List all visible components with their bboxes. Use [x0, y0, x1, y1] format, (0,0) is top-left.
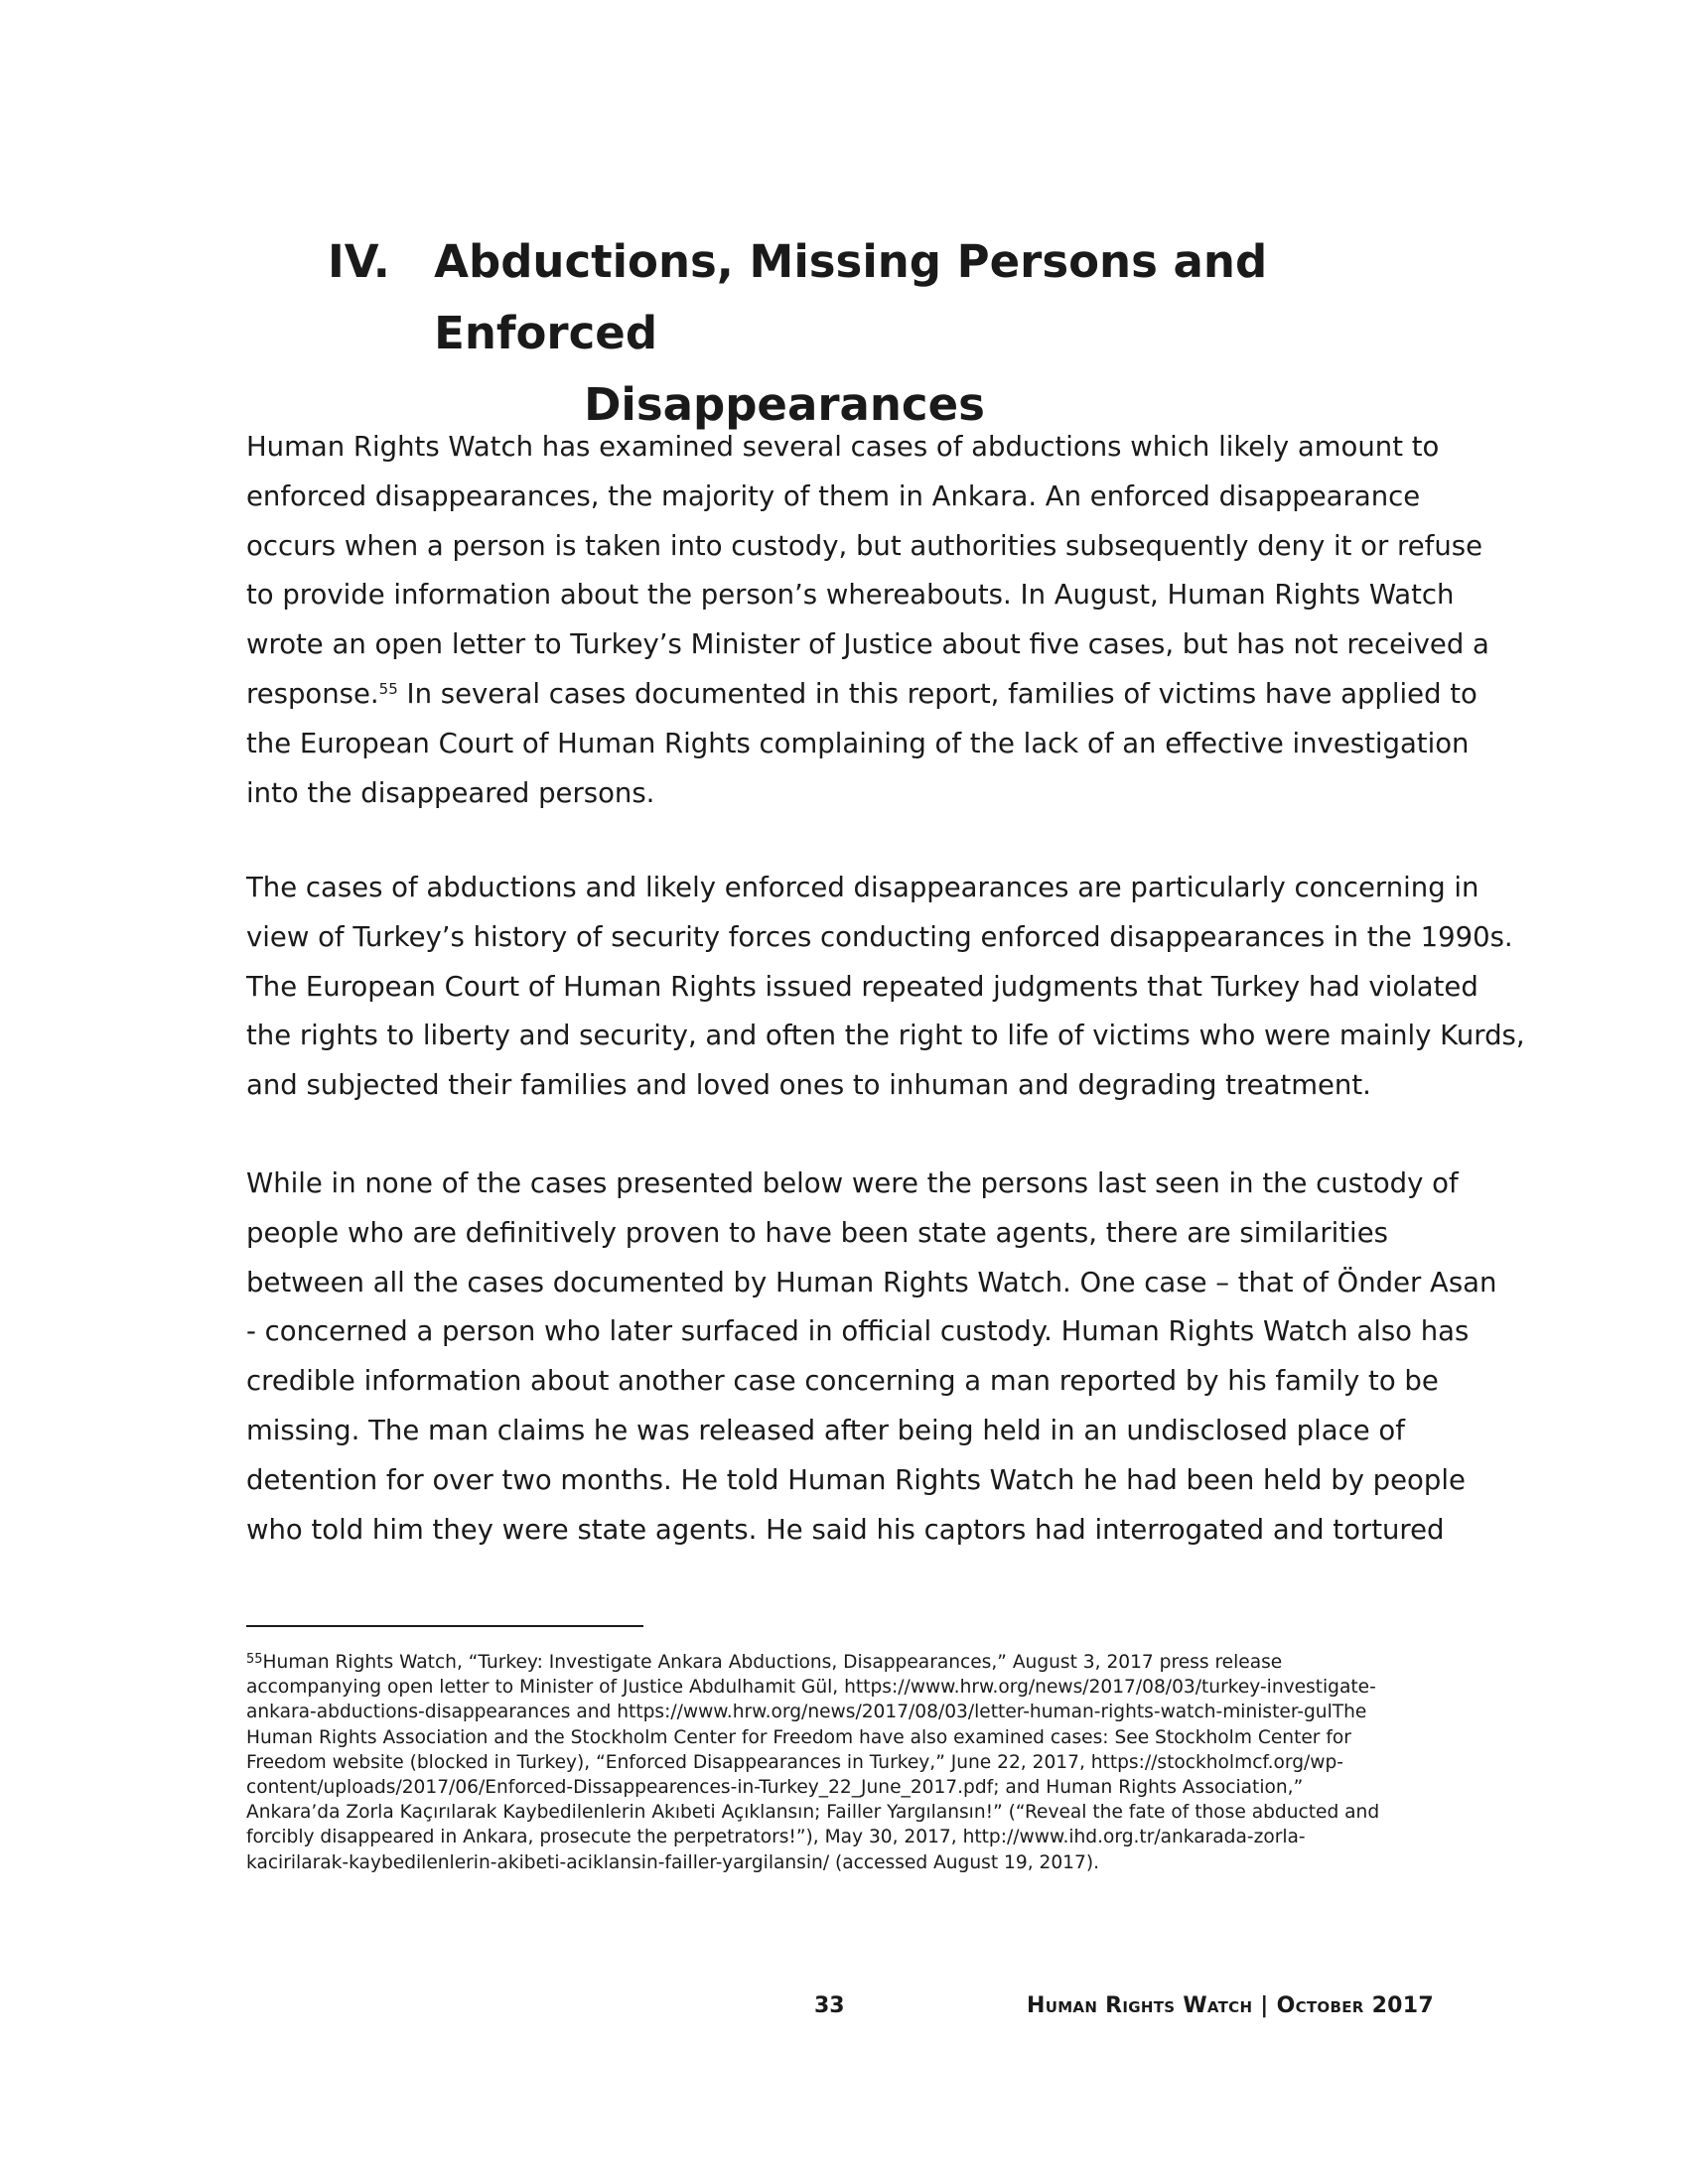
paragraph-line: detention for over two months. He told Human Rights Watch he had been held by people — [246, 1463, 1466, 1496]
paragraph-3 — [246, 1160, 1497, 1555]
paragraph-line: occurs when a person is taken into custody, but authorities subsequently deny it or refuse — [246, 529, 1483, 562]
footnote-separator — [246, 1625, 643, 1627]
footnote-line: Ankara’da Zorla Kaçırılarak Kaybedilenlerin Akıbeti Açıklansın; Failler Yargılansın!” (“Reveal the fate of those abducted and — [246, 1802, 1380, 1824]
paragraph-line: the rights to liberty and security, and often the right to life of victims who were mainly Kurds, — [246, 1020, 1525, 1052]
paragraph-2 — [246, 864, 1525, 1111]
footnote-line[interactable]: content/uploads/2017/06/Enforced-Dissappearences-in-Turkey_22_June_2017.pdf; and Human Rights Association,” — [246, 1777, 1304, 1799]
paragraph-line: people who are definitively proven to have been state agents, there are similarities — [246, 1216, 1388, 1249]
paragraph-line: The cases of abductions and likely enforced disappearances are particularly concerning in — [246, 872, 1479, 903]
footer-publication: Human Rights Watch | October 2017 — [1027, 1993, 1434, 2018]
footnote-text: Human Rights Watch, “Turkey: Investigate Ankara Abductions, Disappearances,” August 3, 2017 press release — [262, 1652, 1283, 1673]
paragraph-line: The European Court of Human Rights issued repeated judgments that Turkey had violated — [246, 970, 1478, 1003]
page-number: 33 — [814, 1993, 845, 2018]
section-heading — [328, 226, 1360, 441]
paragraph-text: response. — [246, 677, 379, 710]
section-title-line-1: Abductions, Missing Persons and Enforced — [434, 235, 1268, 359]
paragraph-line: view of Turkey’s history of security forces conducting enforced disappearances in the 1990s. — [246, 920, 1513, 953]
paragraph-line: enforced disappearances, the majority of them in Ankara. An enforced disappearance — [246, 479, 1421, 512]
paragraph-line: into the disappeared persons. — [246, 776, 655, 809]
section-title-line-2: Disappearances — [584, 378, 985, 431]
footnote-55 — [246, 1650, 1438, 1875]
footnote-reference[interactable]: 55 — [378, 679, 398, 698]
footnote-line[interactable]: Freedom website (blocked in Turkey), “Enforced Disappearances in Turkey,” June 22, 2017, https://stockholmcf.org/wp- — [246, 1751, 1343, 1773]
footnote-line — [246, 1650, 1438, 1675]
paragraph-line: to provide information about the person’s whereabouts. In August, Human Rights Watch — [246, 579, 1455, 612]
paragraph-line: While in none of the cases presented below were the persons last seen in the custody of — [246, 1167, 1459, 1199]
paragraph-line: Human Rights Watch has examined several cases of abductions which likely amount to — [246, 431, 1440, 463]
paragraph-line: who told him they were state agents. He said his captors had interrogated and tortured — [246, 1513, 1445, 1546]
section-number: IV. — [328, 235, 390, 288]
paragraph-line: wrote an open letter to Turkey’s Minister of Justice about five cases, but has not received a — [246, 628, 1489, 661]
paragraph-line: credible information about another case concerning a man reported by his family to be — [246, 1365, 1439, 1398]
paragraph-line: and subjected their families and loved ones to inhuman and degrading treatment. — [246, 1069, 1371, 1102]
paragraph-line: the European Court of Human Rights complaining of the lack of an effective investigation — [246, 727, 1470, 759]
paragraph-text: In several cases documented in this report, families of victims have applied to — [397, 677, 1477, 710]
footnote-line[interactable]: kacirilarak-kaybedilenlerin-akibeti-aciklansin-failler-yargilansin/ (accessed August 19, 2017). — [246, 1851, 1099, 1873]
footnote-number: 55 — [246, 1652, 263, 1667]
footnote-line[interactable]: accompanying open letter to Minister of Justice Abdulhamit Gül, https://www.hrw.org/news/2017/08/03/turkey-investigate- — [246, 1677, 1376, 1699]
paragraph-line: - concerned a person who later surfaced in official custody. Human Rights Watch also has — [246, 1315, 1470, 1348]
footnote-line[interactable]: ankara-abductions-disappearances and https://www.hrw.org/news/2017/08/03/letter-human-rights-watch-minister-gulThe — [246, 1702, 1367, 1723]
paragraph-line-with-footnote — [246, 670, 1477, 720]
paragraph-line: missing. The man claims he was released after being held in an undisclosed place of — [246, 1414, 1405, 1446]
paragraph-line: between all the cases documented by Human Rights Watch. One case – that of Önder Asan — [246, 1266, 1497, 1298]
footnote-line[interactable]: forcibly disappeared in Ankara, prosecute the perpetrators!”), May 30, 2017, http://www.ihd.org.tr/ankarada-zorla- — [246, 1827, 1306, 1848]
footnote-line: Human Rights Association and the Stockholm Center for Freedom have also examined cases: See Stockholm Center for — [246, 1726, 1351, 1748]
paragraph-1 — [246, 423, 1489, 818]
